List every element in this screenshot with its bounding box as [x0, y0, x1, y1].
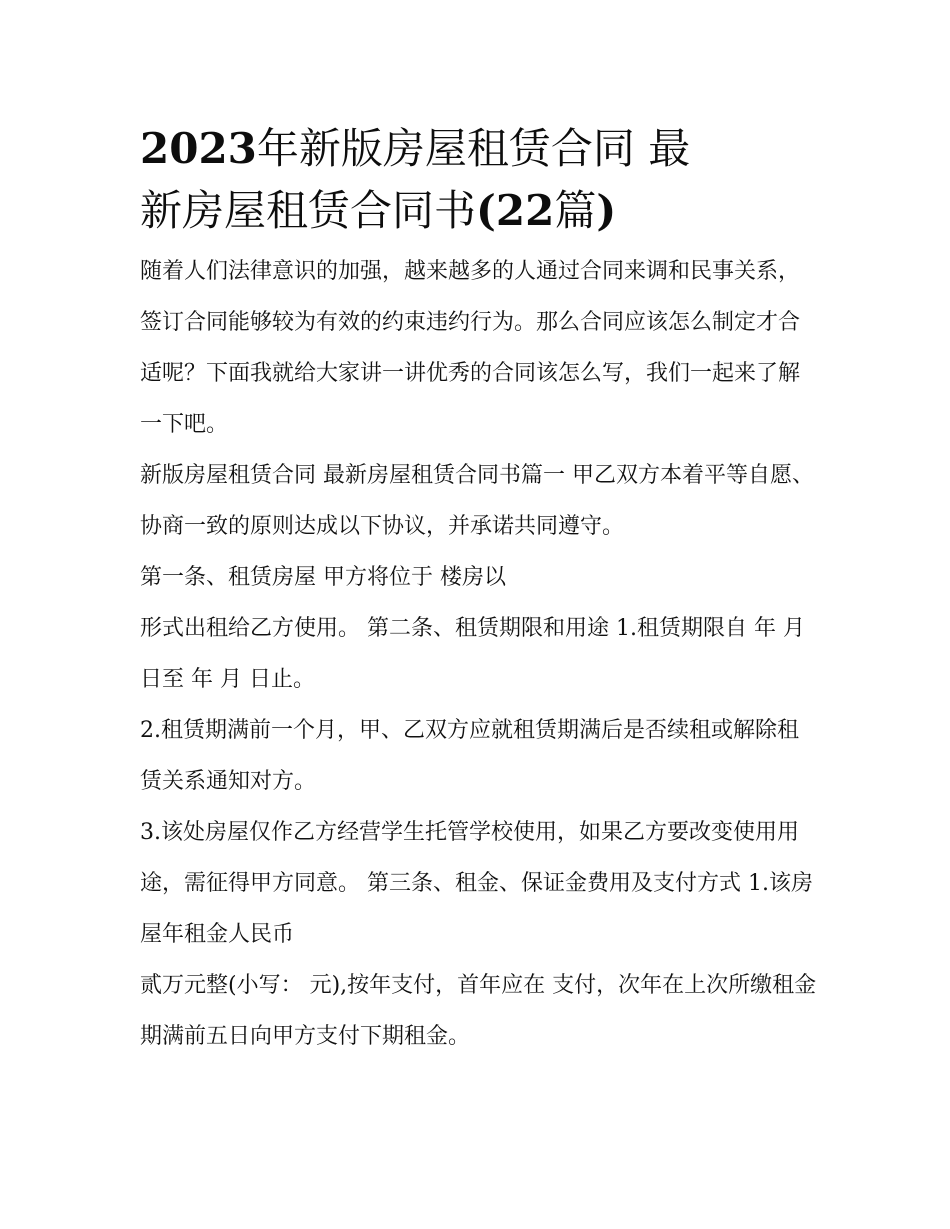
- paragraph-contract-opening: 新版房屋租赁合同 最新房屋租赁合同书篇一 甲乙双方本着平等自愿、协商一致的原则达成以下协议，并承诺共同遵守。: [140, 463, 814, 539]
- paragraph-article-1: 第一条、租赁房屋 甲方将位于 楼房以: [140, 565, 506, 590]
- title-line-1: [140, 124, 690, 173]
- title-year: 2023: [140, 124, 257, 173]
- title-count: (22: [476, 186, 555, 235]
- paragraph-clause-2: 2.租赁期满前一个月，甲、乙双方应就租赁期满后是否续租或解除租赁关系通知对方。: [140, 718, 799, 794]
- document-title: [140, 118, 820, 242]
- title-line-1-rest: 年新版房屋租赁合同 最: [256, 124, 691, 173]
- document-content: [140, 118, 820, 1062]
- title-line-2-main: 新房屋租赁合同书: [140, 186, 477, 235]
- paragraph-intro: 随着人们法律意识的加强，越来越多的人通过合同来调和民事关系，签订合同能够较为有效的约束违约行为。那么合同应该怎么制定才合适呢？下面我就给大家讲一讲优秀的合同该怎么写，我们一起来了解一下吧。: [140, 259, 801, 437]
- title-close-paren: ): [596, 186, 617, 235]
- title-line-2: [140, 186, 616, 235]
- paragraph-article-2: 形式出租给乙方使用。 第二条、租赁期限和用途 1.租赁期限自 年 月 日至 年 月 日止。: [140, 616, 805, 692]
- title-line-2-tail: 篇: [554, 186, 597, 235]
- paragraph-clause-3: 3.该处房屋仅作乙方经营学生托管学校使用，如果乙方要改变使用用途，需征得甲方同意。 第三条、租金、保证金费用及支付方式 1.该房屋年租金人民币: [140, 820, 813, 947]
- paragraph-rent-payment: 贰万元整(小写： 元),按年支付，首年应在 支付，次年在上次所缴租金期满前五日向甲方支付下期租金。: [140, 973, 817, 1049]
